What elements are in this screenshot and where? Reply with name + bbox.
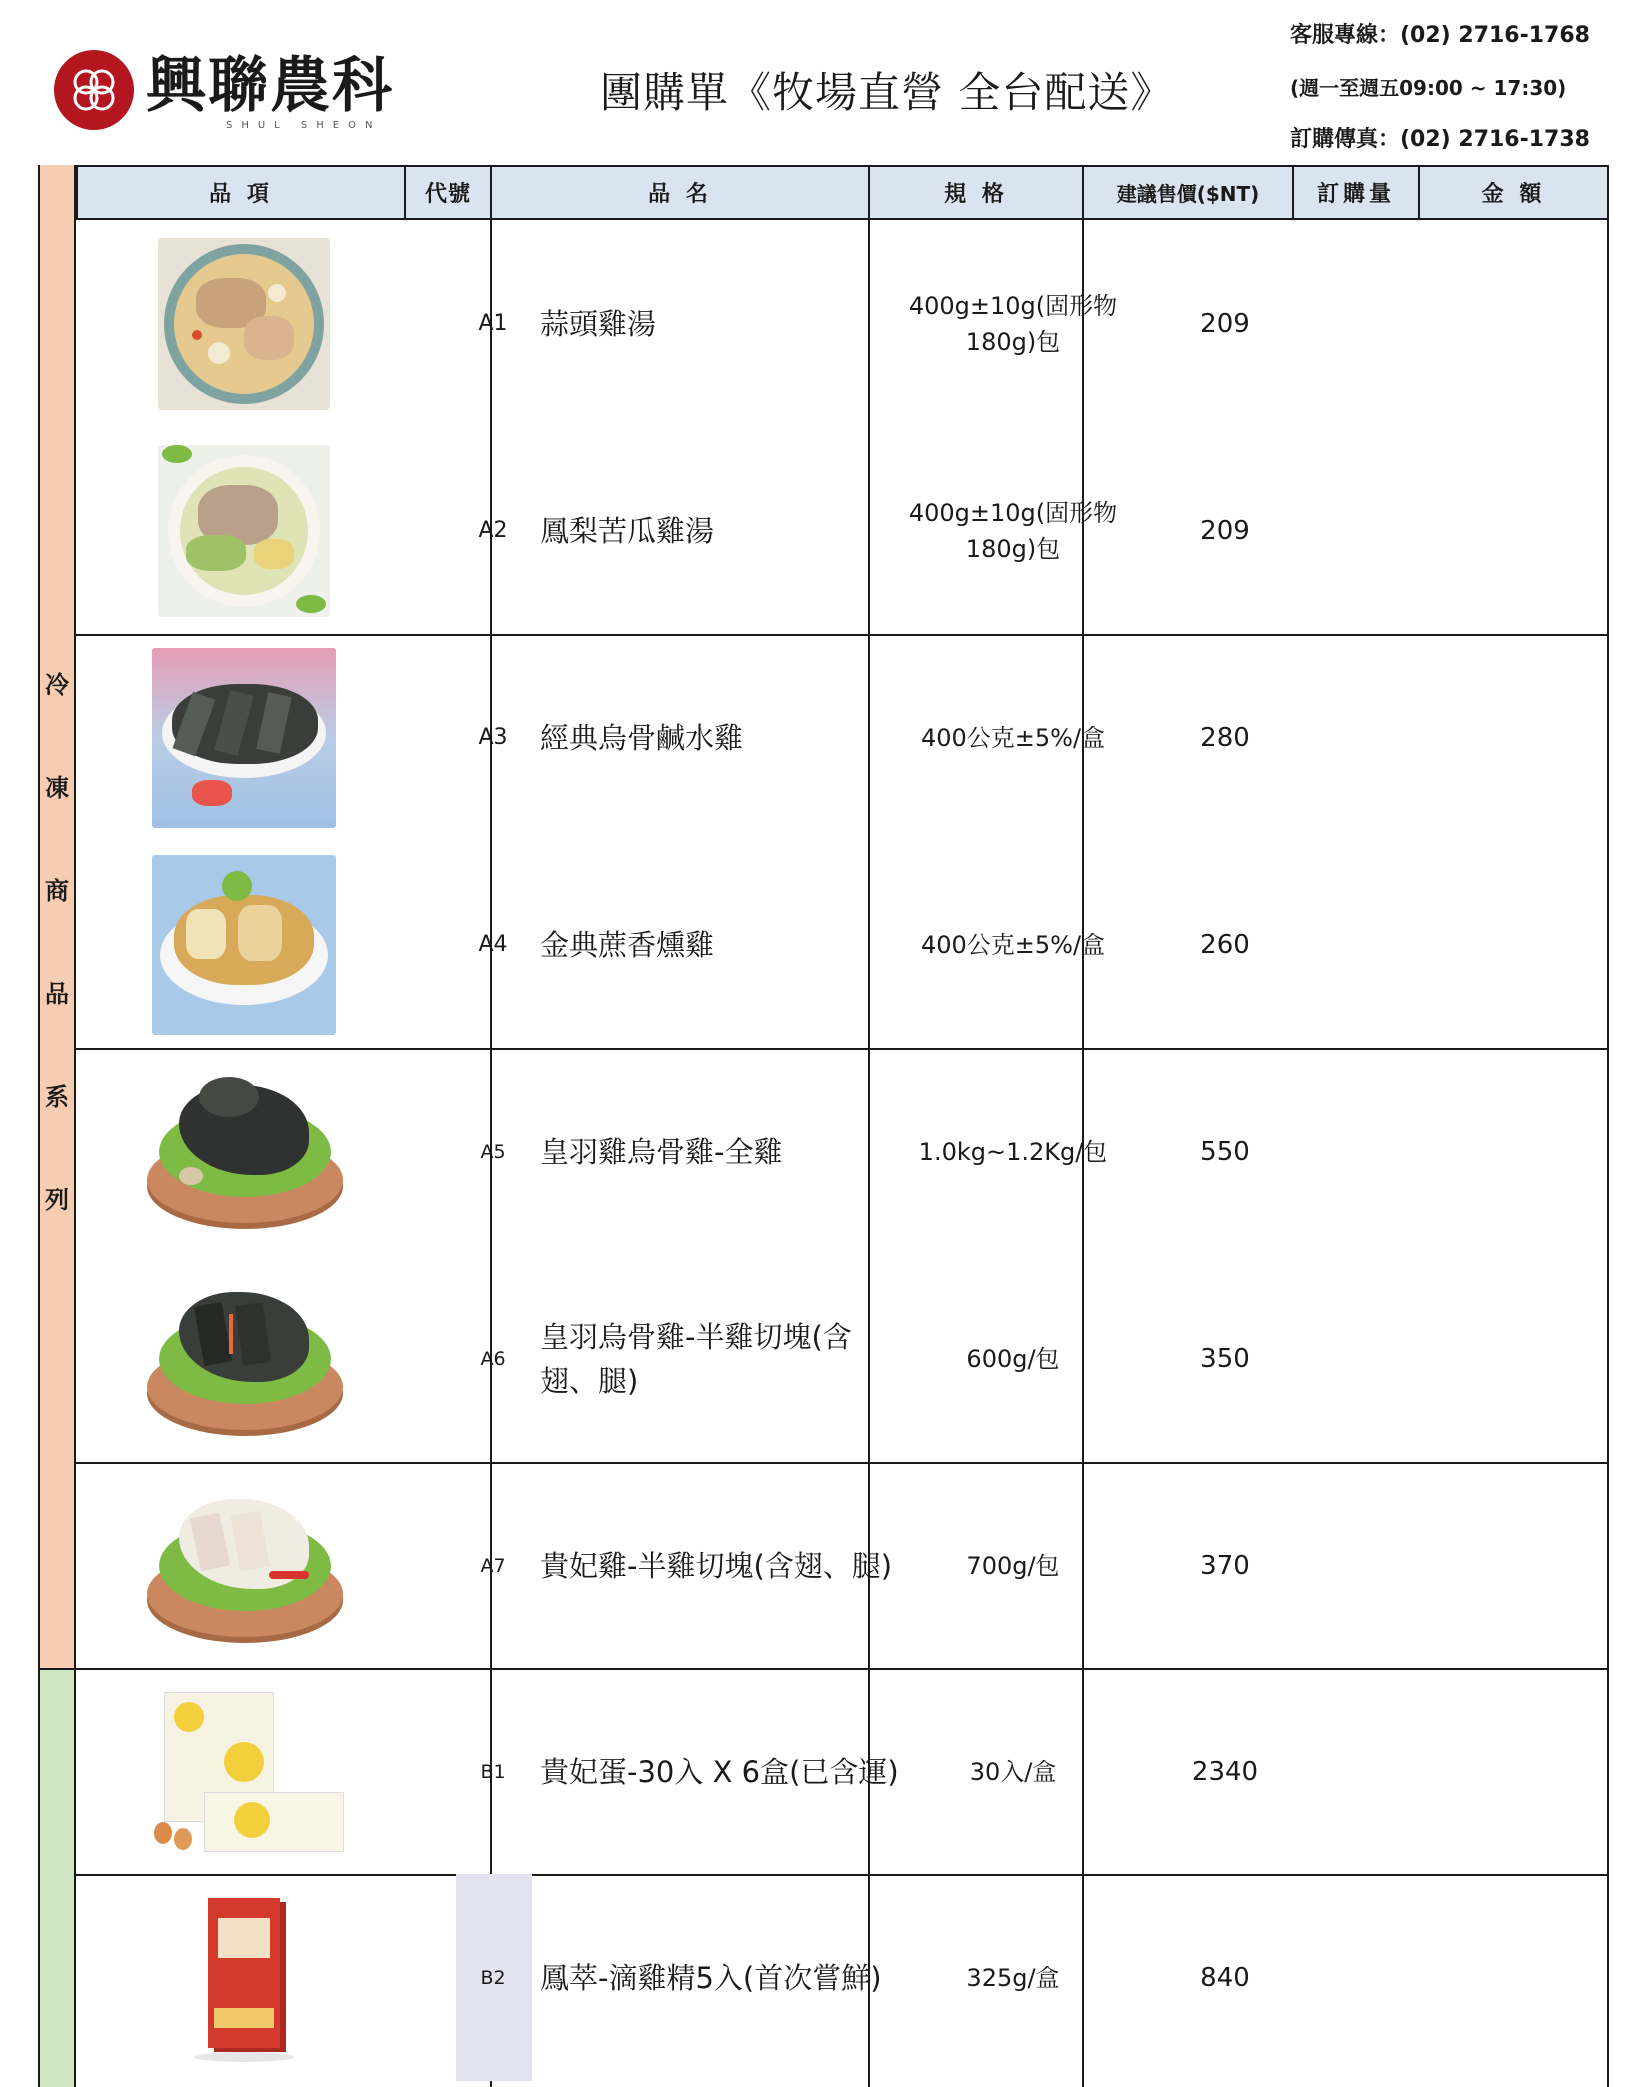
table-row [76, 841, 1609, 1048]
category-strip-other [38, 1668, 76, 2087]
brand-name: 興聯農科 [146, 51, 394, 121]
product-code: A7 [480, 1554, 506, 1577]
table-row [76, 1668, 1609, 1875]
product-spec: 30入/盒 [969, 1757, 1057, 1786]
half-silkie-chicken-photo [134, 1269, 354, 1449]
table-row [76, 220, 1609, 427]
brand-logo [54, 48, 454, 136]
product-name: 經典烏骨鹹水雞 [540, 720, 744, 755]
product-name: 皇羽烏骨雞-半雞切塊(含翅、腿) [540, 1319, 852, 1398]
page-header [0, 0, 1646, 165]
product-spec: 600g/包 [966, 1344, 1060, 1373]
product-spec: 1.0kg~1.2Kg/包 [918, 1137, 1108, 1166]
product-code: A5 [480, 1140, 506, 1163]
product-spec: 700g/包 [966, 1551, 1060, 1580]
product-code: A3 [478, 725, 508, 750]
table-row [76, 634, 1609, 841]
product-price: 280 [1200, 722, 1250, 753]
product-price: 260 [1200, 929, 1250, 960]
product-spec: 400公克±5%/盒 [920, 930, 1106, 959]
category-label-char: 系 [45, 1083, 69, 1111]
chicken-essence-box-photo [134, 1888, 354, 2068]
order-table [38, 165, 1609, 2087]
product-price: 2340 [1191, 1756, 1259, 1787]
product-price: 209 [1200, 515, 1250, 546]
header-name: 品 名 [492, 165, 870, 220]
whole-silkie-chicken-photo [134, 1062, 354, 1242]
contact-info [1290, 14, 1640, 170]
category-label-char: 商 [45, 877, 69, 905]
product-name: 金典蔗香燻雞 [540, 927, 715, 962]
silkie-salted-chicken-photo [134, 648, 354, 828]
table-row [76, 427, 1609, 634]
header-spec: 規 格 [870, 165, 1084, 220]
table-row [76, 1462, 1609, 1669]
product-name: 皇羽雞烏骨雞-全雞 [540, 1134, 783, 1169]
product-name: 蒜頭雞湯 [540, 306, 657, 341]
table-row [76, 1255, 1609, 1462]
header-amount: 金 額 [1420, 165, 1609, 220]
category-label-char: 冷 [45, 671, 69, 699]
order-fax: 訂購傳真：(02) 2716-1738 [1290, 127, 1590, 152]
product-name: 貴妃雞-半雞切塊(含翅、腿) [540, 1548, 893, 1583]
garlic-chicken-soup-photo [134, 234, 354, 414]
document-title: 團購單《牧場直營 全台配送》 [600, 68, 1174, 117]
category-label-char: 列 [45, 1186, 69, 1214]
product-name: 鳳萃-滴雞精5入(首次嘗鮮) [540, 1960, 882, 1995]
product-price: 840 [1200, 1962, 1250, 1993]
product-code: B1 [480, 1760, 506, 1783]
product-code: A6 [480, 1347, 506, 1370]
product-spec: 400g±10g(固形物180g)包 [908, 291, 1118, 356]
product-price: 550 [1200, 1136, 1250, 1167]
table-row [76, 1048, 1609, 1255]
product-spec: 400公克±5%/盒 [920, 723, 1106, 752]
pineapple-bittermelon-soup-photo [134, 441, 354, 621]
service-line: 客服專線：(02) 2716-1768 [1290, 23, 1590, 48]
product-spec: 325g/盒 [966, 1963, 1060, 1992]
header-qty: 訂購量 [1294, 165, 1420, 220]
header-item: 品 項 [76, 165, 406, 220]
product-name: 鳳梨苦瓜雞湯 [540, 513, 715, 548]
smoked-chicken-photo [134, 855, 354, 1035]
table-row [76, 1874, 1609, 2081]
product-code: B2 [480, 1966, 506, 1989]
header-price: 建議售價($NT) [1084, 165, 1294, 220]
product-name: 貴妃蛋-30入 X 6盒(已含運) [540, 1754, 899, 1789]
category-strip-frozen [38, 165, 76, 1668]
product-code: A4 [478, 932, 508, 957]
product-price: 370 [1200, 1550, 1250, 1581]
product-price: 350 [1200, 1343, 1250, 1374]
guifei-chicken-photo [134, 1476, 354, 1656]
service-hours: (週一至週五09:00 ~ 17:30) [1290, 76, 1567, 100]
product-price: 209 [1200, 308, 1250, 339]
brand-emblem-icon [54, 50, 134, 130]
product-code: A1 [478, 311, 508, 336]
brand-subtitle: SHUL SHEON [226, 120, 382, 131]
egg-box-photo [134, 1682, 354, 1862]
product-spec: 400g±10g(固形物180g)包 [908, 498, 1118, 563]
category-label-char: 品 [45, 980, 69, 1008]
header-code: 代號 [406, 165, 492, 220]
product-code: A2 [478, 518, 508, 543]
category-label-char: 凍 [45, 774, 69, 802]
